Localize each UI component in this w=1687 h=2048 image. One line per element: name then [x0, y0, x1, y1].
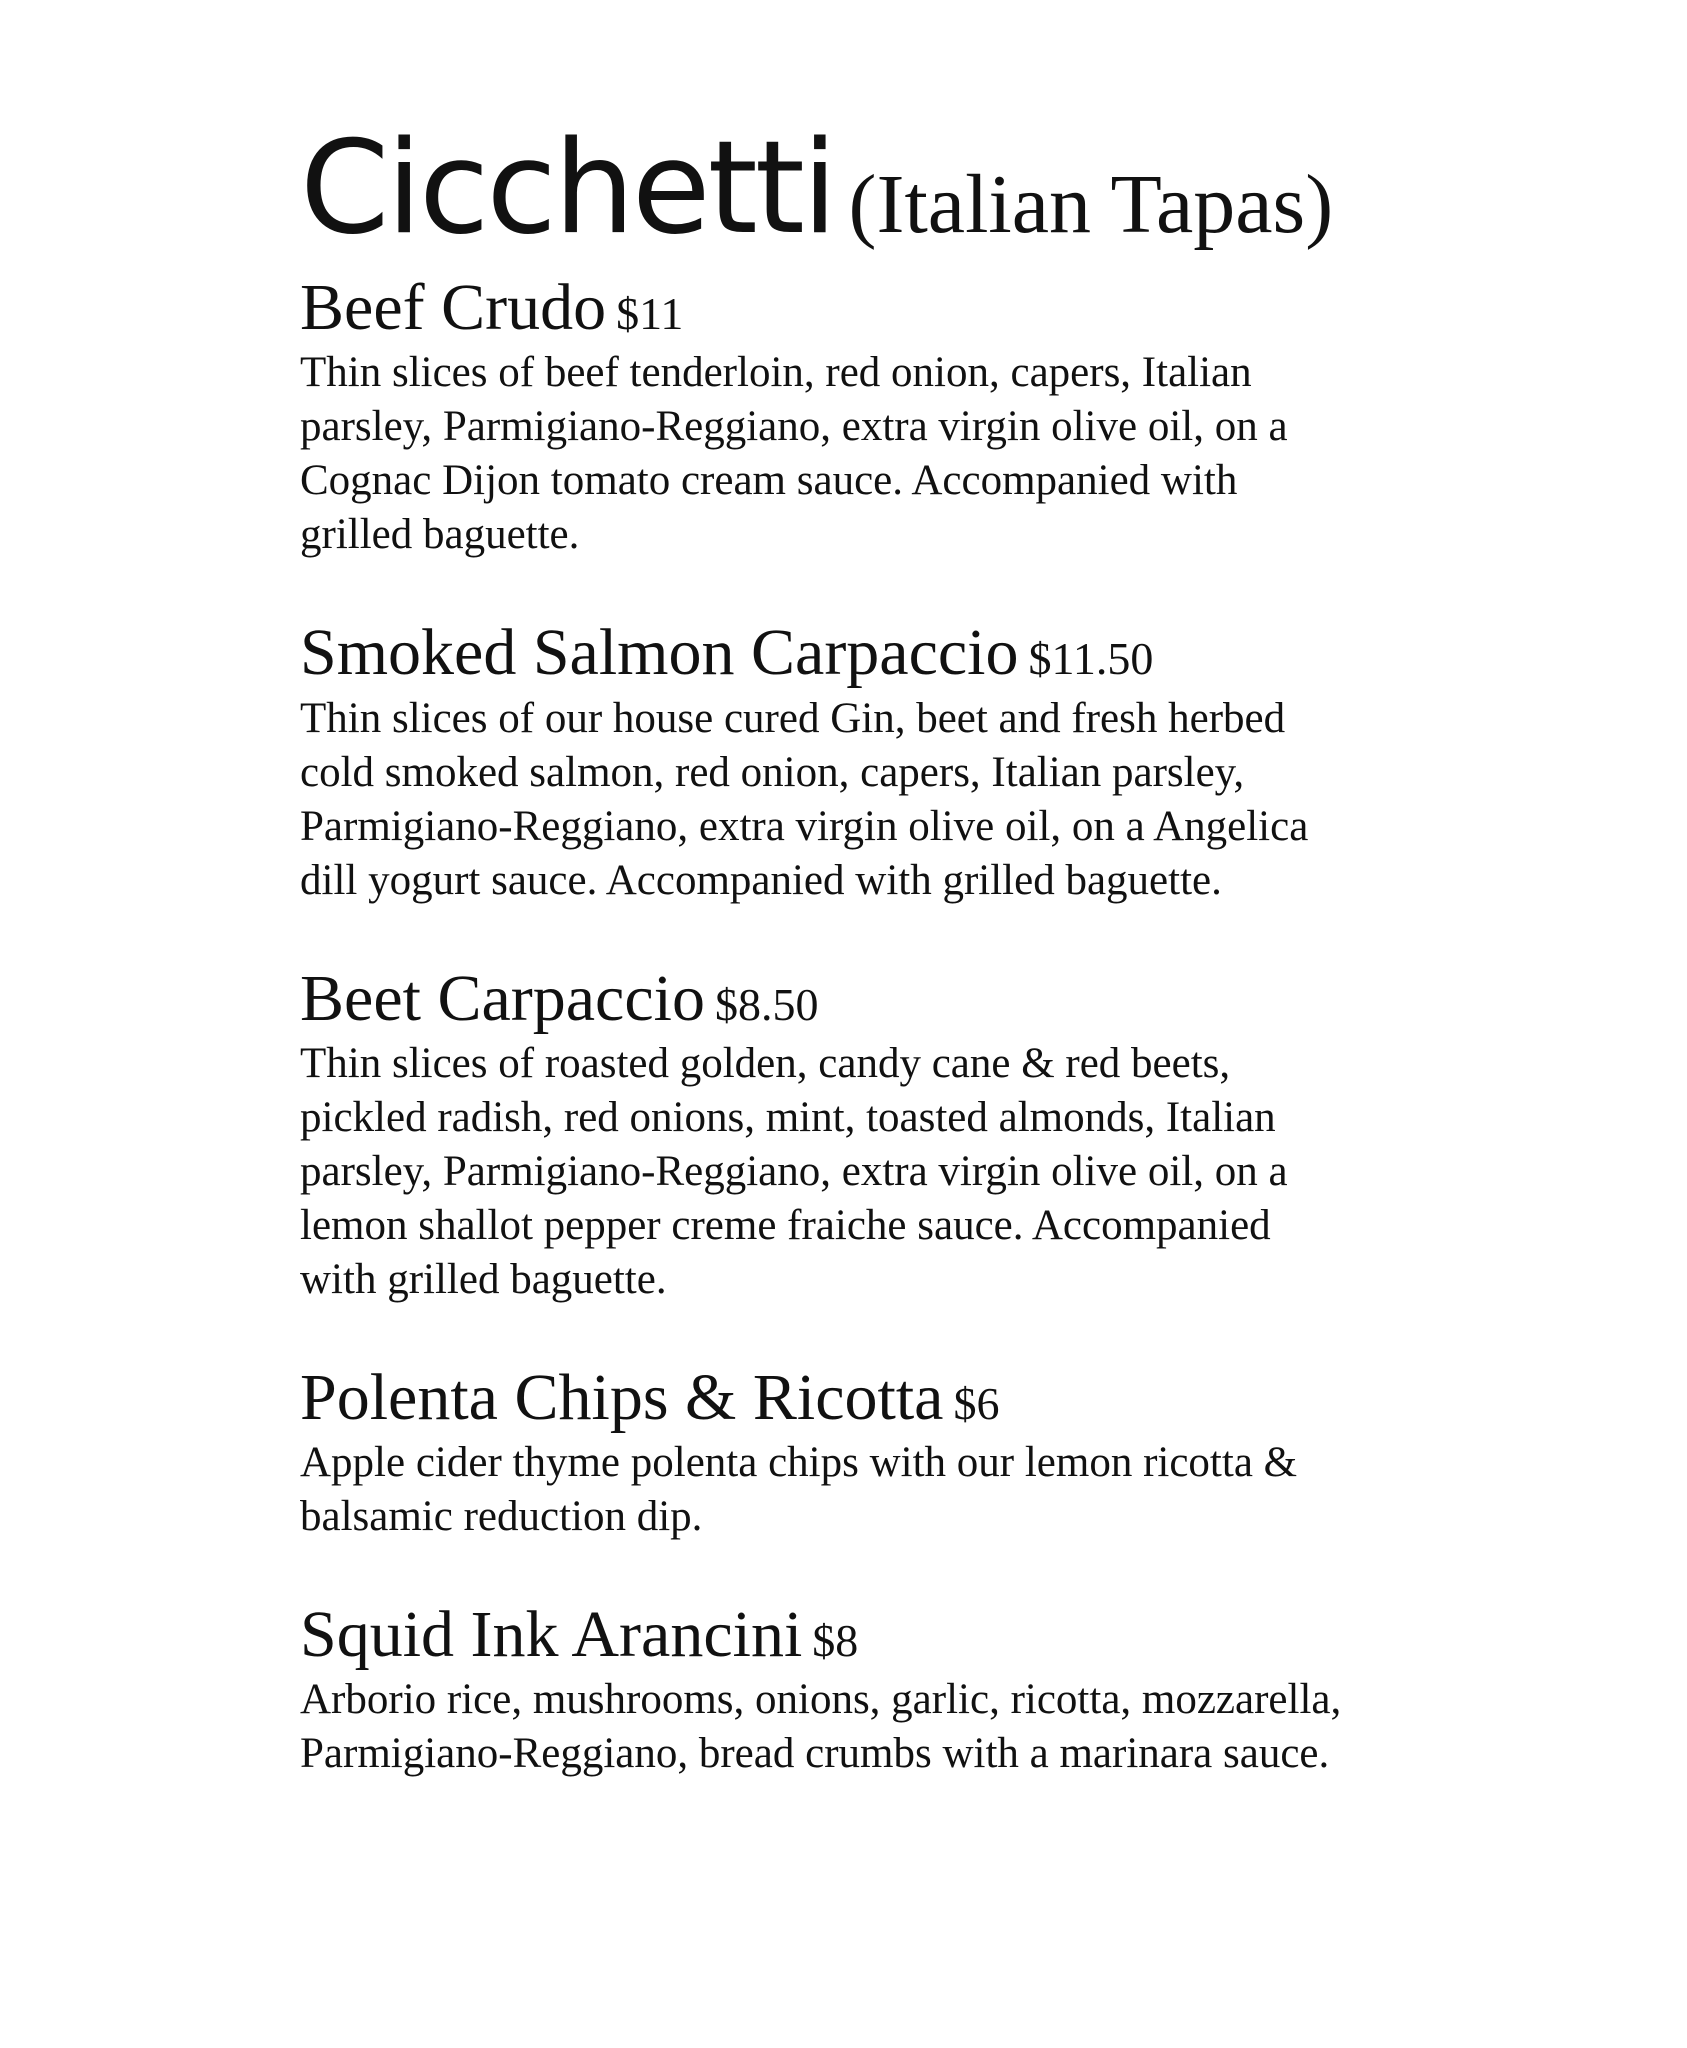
menu-title-subtitle: (Italian Tapas) — [848, 158, 1334, 251]
menu-item-price: $11 — [616, 288, 684, 339]
menu-item-description: Apple cider thyme polenta chips with our lemon ricotta & balsamic reduction dip. — [300, 1439, 1298, 1541]
menu-item-heading — [300, 273, 1480, 342]
menu-item-description: Thin slices of beef tenderloin, red onion, capers, Italian parsley, Parmigiano-Reggiano, extra virgin olive oil, on a Cognac Dijon tomato cream sauce. Accompanied with grilled baguette. — [300, 349, 1288, 559]
menu-item-price: $8 — [812, 1615, 859, 1667]
menu-title-main: Cicchetti — [300, 114, 835, 263]
menu-item — [300, 273, 1480, 562]
menu-item — [300, 618, 1480, 907]
menu-item-heading — [300, 961, 1480, 1035]
menu-item-price: $11.50 — [1028, 633, 1154, 685]
menu-item-name: Polenta Chips & Ricotta — [300, 1360, 944, 1434]
menu-item-heading — [300, 1360, 1480, 1434]
menu-item-price: $6 — [953, 1377, 1000, 1429]
menu-title — [300, 114, 1480, 263]
menu-item — [300, 1600, 1480, 1781]
menu-item-price: $8.50 — [714, 978, 819, 1030]
menu-item-name: Beef Crudo — [300, 271, 607, 344]
menu-item — [300, 961, 1480, 1307]
menu-item — [300, 1360, 1480, 1544]
menu-item-heading — [300, 1598, 1480, 1672]
menu-item-name: Squid Ink Arancini — [300, 1598, 803, 1672]
menu-item-description: Arborio rice, mushrooms, onions, garlic, ricotta, mozzarella, Parmigiano-Reggiano, bread crumbs with a marinara sauce. — [300, 1676, 1342, 1778]
menu-item-name: Smoked Salmon Carpaccio — [300, 616, 1019, 690]
menu-item-description: Thin slices of our house cured Gin, beet and fresh herbed cold smoked salmon, red onion, capers, Italian parsley, Parmigiano-Reggiano, extra virgin olive oil, on a Angelica dill yogurt sauce. Accompanied with grilled baguette. — [300, 694, 1309, 904]
menu-item-description: Thin slices of roasted golden, candy cane & red beets, pickled radish, red onions, mint, toasted almonds, Italian parsley, Parmigiano-Reggiano, extra virgin olive oil, on a lemon shallot pepper creme fraiche sauce. Accompanied with grilled baguette. — [300, 1039, 1288, 1303]
menu-item-name: Beet Carpaccio — [300, 961, 705, 1035]
menu-item-heading — [300, 616, 1480, 690]
menu-page — [300, 114, 1480, 1837]
